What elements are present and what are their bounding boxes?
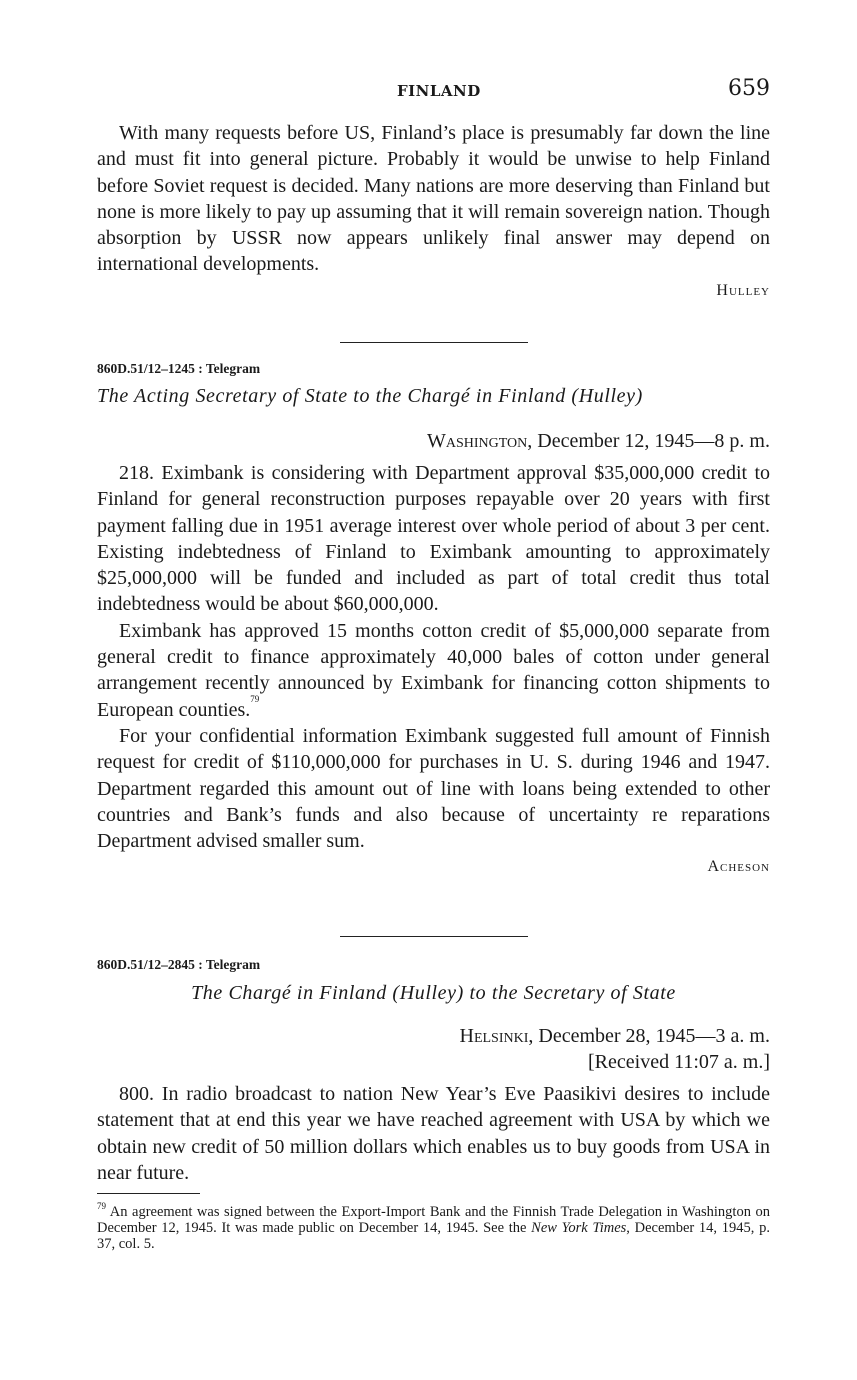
signature-acheson: Acheson [707, 858, 770, 876]
footnote [97, 1201, 771, 1252]
title-name: Hulley [578, 385, 636, 407]
document-file-number: 860D.51/12–2845 : Telegram [97, 957, 261, 972]
opening-paragraph: With many requests before US, Finland’s place is presumably far down the line and must fit into general picture. Probably it would be unwise to help Finland before Soviet request is decided. Many nations are more deserving than Finland but none is more likely to pay up assuming that it will remain sovereign nation. Though absorption by USSR now appears unlikely final answer may depend on international developments. [97, 122, 770, 276]
received-note: [Received 11:07 a. m.] [588, 1051, 770, 1073]
dateline-date: , December 28, 1945—3 a. m. [528, 1025, 770, 1047]
body-paragraph: For your confidential information Eximbank suggested full amount of Finnish request for credit of $110,000,000 for purchases in U. S. during 1946 and 1947. Department regarded this amount out of line with loans being extended to other countries and Bank’s funds and also because of uncertainty re reparations Department advised smaller sum. [97, 724, 770, 853]
signature-hulley: Hulley [716, 281, 770, 299]
body-paragraph: 800. In radio broadcast to nation New Year’s Eve Paasikivi desires to include statement that at end this year we have reached agreement with USA by which we obtain new credit of 50 million dollars which enables us to buy goods from USA in near future. [97, 1083, 770, 1184]
dateline-place: Helsinki [459, 1025, 529, 1047]
dateline [460, 1025, 771, 1048]
document-title [97, 385, 770, 408]
footnote-divider [97, 1193, 200, 1194]
dateline [427, 430, 770, 453]
title-close: ) [635, 385, 643, 407]
title-close: ) to the Secretary of State [456, 982, 676, 1004]
footnote-number: 79 [97, 1201, 106, 1211]
dateline-date: , December 12, 1945—8 p. m. [527, 430, 770, 452]
running-head: FINLAND [397, 82, 481, 100]
section-divider [340, 342, 528, 343]
footnote-text: An agreement was signed between the Export-Import Bank and the Finnish Trade Delegation in Washington on December 12, 1945. It was made public on December 14, 1945. See the [97, 1204, 771, 1236]
page-header [97, 76, 770, 106]
footnote-source: New York Times [531, 1220, 627, 1236]
page-number: 659 [728, 76, 770, 101]
title-text: The Chargé in Finland ( [191, 982, 400, 1004]
opening-section [97, 120, 770, 300]
footnote-reference: 79 [250, 693, 260, 704]
title-name: Hulley [399, 982, 457, 1004]
title-text: The Acting Secretary of State to the Chargé in Finland ( [97, 385, 579, 407]
dateline-place: Washington [426, 430, 528, 452]
section-divider [340, 936, 528, 937]
body-paragraph [97, 618, 770, 723]
telegram-body [97, 1081, 770, 1186]
document-file-number: 860D.51/12–1245 : Telegram [97, 361, 261, 376]
document-title [97, 982, 770, 1005]
body-paragraph: 218. Eximbank is considering with Department approval $35,000,000 credit to Finland for general reconstruction purposes repayable over 20 years with first payment falling due in 1951 average interest over whole period of about 3 per cent. Existing indebtedness of Finland to Eximbank amounting to approximately $25,000,000 will be funded and included as part of total credit thus total indebtedness would be about $60,000,000. [97, 462, 770, 616]
paragraph-text: Eximbank has approved 15 months cotton credit of $5,000,000 separate from general credit to finance approximately 40,000 bales of cotton under general arrangement recently announced by Eximbank for financing cotton shipments to European counties. [97, 619, 770, 721]
footnote-citation: , December 14, 1945, p. 37, col. 5. [97, 1220, 770, 1252]
telegram-body [97, 460, 770, 876]
